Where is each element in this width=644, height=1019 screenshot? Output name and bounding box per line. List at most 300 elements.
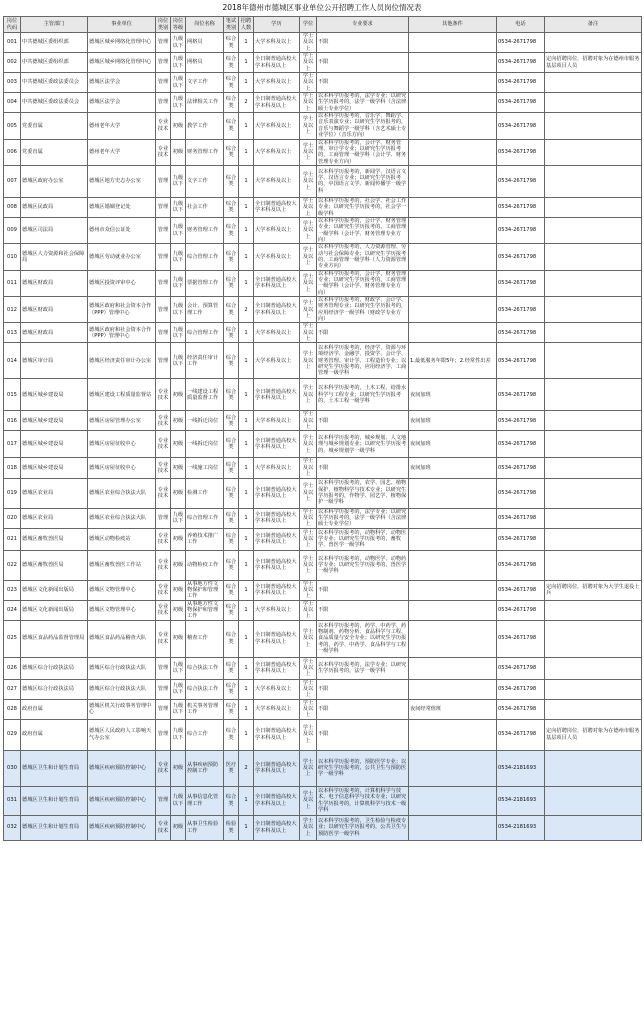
cell-phone: 0534-2181693 xyxy=(497,815,545,840)
cell-supervisor: 德城区农业局 xyxy=(21,508,88,528)
cell-hire-count: 1 xyxy=(239,699,254,719)
cell-degree: 学士及以上 xyxy=(300,620,317,657)
cell-hire-count: 2 xyxy=(239,750,254,786)
cell-post-level: 九级以下 xyxy=(171,323,186,343)
cell-post-category: 管理 xyxy=(156,297,171,323)
cell-post-name: 从事疾病预防控制工作 xyxy=(186,750,224,786)
cell-post-name: 文字工作 xyxy=(186,73,224,93)
cell-exam-category: 综合类 xyxy=(224,528,239,550)
cell-institution: 德州老年大学 xyxy=(88,113,156,139)
column-header-remarks: 备注 xyxy=(545,17,642,33)
table-row xyxy=(4,297,642,323)
table-row xyxy=(4,600,642,620)
cell-post-name: 财务管理工作 xyxy=(186,139,224,165)
cell-institution: 德城区疾病预防控制中心 xyxy=(88,786,156,815)
cell-supervisor: 德城区畜牧兽医局 xyxy=(21,528,88,550)
cell-post-code: 014 xyxy=(4,343,21,379)
cell-degree: 学士及以上 xyxy=(300,270,317,296)
cell-post-name: 网格员 xyxy=(186,53,224,73)
cell-post-level: 初级 xyxy=(171,815,186,840)
cell-exam-category: 综合类 xyxy=(224,93,239,113)
table-row xyxy=(4,478,642,508)
cell-exam-category: 综合类 xyxy=(224,73,239,93)
cell-hire-count: 1 xyxy=(239,379,254,411)
cell-degree: 学士及以上 xyxy=(300,73,317,93)
cell-post-level: 初级 xyxy=(171,620,186,657)
cell-major-requirement: 不限 xyxy=(317,33,409,53)
column-header-other-conditions: 其他条件 xyxy=(409,17,497,33)
table-row xyxy=(4,719,642,750)
cell-post-code: 013 xyxy=(4,323,21,343)
cell-post-category: 专业技术 xyxy=(156,620,171,657)
cell-remarks xyxy=(545,139,642,165)
cell-post-category: 专业技术 xyxy=(156,550,171,580)
cell-other-conditions xyxy=(409,113,497,139)
cell-remarks xyxy=(545,786,642,815)
cell-degree: 学士及以上 xyxy=(300,431,317,458)
cell-exam-category: 综合类 xyxy=(224,679,239,699)
cell-exam-category: 检验类 xyxy=(224,815,239,840)
cell-institution: 德城区农业综合执法大队 xyxy=(88,508,156,528)
cell-other-conditions: 夜间经常值班 xyxy=(409,699,497,719)
column-header-institution: 事业单位 xyxy=(88,17,156,33)
cell-major-requirement: 以本科学历报考的，会计学、财务管理专业；以研究生学历报考的，工商管理一级学科（会计学、财务管理专业方向） xyxy=(317,217,409,243)
cell-post-name: 稽查工作 xyxy=(186,620,224,657)
cell-major-requirement: 以本科学历报考的，法学专业；以研究生学历报考的，法学一级学科（含法律硕士专业学位） xyxy=(317,93,409,113)
cell-other-conditions xyxy=(409,478,497,508)
cell-post-category: 专业技术 xyxy=(156,379,171,411)
cell-remarks xyxy=(545,550,642,580)
cell-supervisor: 中共德城区委组织部 xyxy=(21,53,88,73)
cell-institution: 德城区城乡网络化管理中心 xyxy=(88,53,156,73)
cell-post-name: 一线拆迁岗位 xyxy=(186,431,224,458)
cell-education: 全日制普通高校大学本科及以上 xyxy=(254,550,300,580)
cell-exam-category: 综合类 xyxy=(224,508,239,528)
cell-supervisor: 德城区文化新闻出版局 xyxy=(21,600,88,620)
cell-institution: 德城区政府和社会资本合作（PPP）管理中心 xyxy=(88,323,156,343)
cell-post-name: 机关事务管理工作 xyxy=(186,699,224,719)
column-header-phone: 电话 xyxy=(497,17,545,33)
cell-education: 全日制普通高校大学本科及以上 xyxy=(254,270,300,296)
positions-table xyxy=(3,16,642,841)
cell-post-level: 初级 xyxy=(171,478,186,508)
cell-degree: 学士及以上 xyxy=(300,197,317,217)
cell-phone: 0534-2671798 xyxy=(497,657,545,679)
cell-phone: 0534-2671798 xyxy=(497,217,545,243)
cell-hire-count: 1 xyxy=(239,620,254,657)
cell-major-requirement: 以本科学历报考的，社会学、社会工作专业；以研究生学历报考的，社会学一级学科 xyxy=(317,197,409,217)
cell-other-conditions xyxy=(409,508,497,528)
cell-degree: 学士及以上 xyxy=(300,139,317,165)
cell-post-name: 经济责任审计工作 xyxy=(186,343,224,379)
cell-degree: 学士及以上 xyxy=(300,297,317,323)
cell-post-category: 管理 xyxy=(156,343,171,379)
cell-institution: 德城区文物管理中心 xyxy=(88,580,156,600)
cell-institution: 德城区文物管理中心 xyxy=(88,600,156,620)
cell-post-code: 005 xyxy=(4,113,21,139)
cell-degree: 学士及以上 xyxy=(300,815,317,840)
cell-phone: 0534-2181693 xyxy=(497,750,545,786)
cell-hire-count: 1 xyxy=(239,343,254,379)
cell-supervisor: 德城区财政局 xyxy=(21,323,88,343)
cell-post-code: 012 xyxy=(4,297,21,323)
cell-major-requirement: 以本科学历报考的，农学、园艺、植物保护、植物科学与技术专业；以研究生学历报考的，作物学、园艺学、植物保护一级学科 xyxy=(317,478,409,508)
cell-exam-category: 综合类 xyxy=(224,297,239,323)
cell-education: 大学本科及以上 xyxy=(254,244,300,270)
cell-post-level: 九级以下 xyxy=(171,217,186,243)
cell-post-level: 九级以下 xyxy=(171,679,186,699)
cell-education: 全日制普通高校大学本科及以上 xyxy=(254,750,300,786)
table-row xyxy=(4,139,642,165)
cell-phone: 0534-2671798 xyxy=(497,244,545,270)
cell-post-code: 024 xyxy=(4,600,21,620)
cell-post-name: 一线建设工程质量监督工作 xyxy=(186,379,224,411)
cell-hire-count: 1 xyxy=(239,679,254,699)
cell-post-level: 九级以下 xyxy=(171,53,186,73)
cell-exam-category: 综合类 xyxy=(224,458,239,478)
cell-education: 大学本科及以上 xyxy=(254,323,300,343)
cell-institution: 德城区房屋管理办公室 xyxy=(88,411,156,431)
cell-institution: 德城区城乡网络化管理中心 xyxy=(88,33,156,53)
table-row xyxy=(4,431,642,458)
cell-education: 全日制普通高校大学本科及以上 xyxy=(254,197,300,217)
cell-degree: 学士及以上 xyxy=(300,528,317,550)
cell-remarks xyxy=(545,699,642,719)
cell-phone: 0534-2671798 xyxy=(497,508,545,528)
cell-supervisor: 德城区综合行政执法局 xyxy=(21,657,88,679)
table-row xyxy=(4,699,642,719)
cell-hire-count: 1 xyxy=(239,270,254,296)
cell-post-category: 专业技术 xyxy=(156,750,171,786)
cell-phone: 0534-2671798 xyxy=(497,33,545,53)
cell-post-level: 九级以下 xyxy=(171,73,186,93)
cell-exam-category: 综合类 xyxy=(224,343,239,379)
cell-education: 全日制普通高校大学本科及以上 xyxy=(254,719,300,750)
cell-education: 全日制普通高校大学本科及以上 xyxy=(254,657,300,679)
cell-hire-count: 1 xyxy=(239,73,254,93)
table-row xyxy=(4,93,642,113)
cell-phone: 0534-2671798 xyxy=(497,165,545,197)
cell-post-category: 管理 xyxy=(156,93,171,113)
cell-education: 大学本科及以上 xyxy=(254,699,300,719)
cell-post-level: 初级 xyxy=(171,528,186,550)
cell-exam-category: 医疗类 xyxy=(224,750,239,786)
table-row xyxy=(4,657,642,679)
cell-major-requirement: 不限 xyxy=(317,580,409,600)
cell-phone: 0534-2671798 xyxy=(497,679,545,699)
cell-institution: 德城区畜牧兽医工作站 xyxy=(88,550,156,580)
cell-remarks xyxy=(545,113,642,139)
cell-post-name: 养殖技术推广工作 xyxy=(186,528,224,550)
cell-remarks xyxy=(545,165,642,197)
cell-hire-count: 1 xyxy=(239,244,254,270)
cell-post-name: 综合管理工作 xyxy=(186,244,224,270)
cell-post-code: 026 xyxy=(4,657,21,679)
cell-post-category: 专业技术 xyxy=(156,815,171,840)
cell-post-category: 管理 xyxy=(156,33,171,53)
cell-phone: 0534-2671798 xyxy=(497,620,545,657)
cell-hire-count: 1 xyxy=(239,217,254,243)
cell-major-requirement: 不限 xyxy=(317,679,409,699)
column-header-post-name: 岗位名称 xyxy=(186,17,224,33)
cell-supervisor: 德城区农业局 xyxy=(21,478,88,508)
cell-hire-count: 1 xyxy=(239,165,254,197)
cell-post-category: 专业技术 xyxy=(156,411,171,431)
cell-supervisor: 德城区财政局 xyxy=(21,297,88,323)
cell-post-name: 从事信息化管理工作 xyxy=(186,786,224,815)
cell-major-requirement: 以本科学历报考的，城乡规划、人文地理与城乡规划专业；以研究生学历报考的，城乡规划学一级学科 xyxy=(317,431,409,458)
cell-post-code: 020 xyxy=(4,508,21,528)
cell-post-code: 022 xyxy=(4,550,21,580)
cell-education: 全日制普通高校大学本科及以上 xyxy=(254,297,300,323)
cell-degree: 学士及以上 xyxy=(300,379,317,411)
cell-post-level: 初级 xyxy=(171,113,186,139)
cell-exam-category: 综合类 xyxy=(224,657,239,679)
cell-major-requirement: 以本科学历报考的，新闻学、汉语言文学、汉语言专业；以研究生学历报考的，中国语言文学、新闻传播学一级学科 xyxy=(317,165,409,197)
cell-post-level: 九级以下 xyxy=(171,270,186,296)
cell-exam-category: 综合类 xyxy=(224,478,239,508)
cell-remarks xyxy=(545,217,642,243)
cell-institution: 德城区疾病预防控制中心 xyxy=(88,750,156,786)
cell-hire-count: 1 xyxy=(239,550,254,580)
cell-major-requirement: 不限 xyxy=(317,699,409,719)
cell-hire-count: 1 xyxy=(239,528,254,550)
cell-hire-count: 2 xyxy=(239,297,254,323)
cell-post-level: 九级以下 xyxy=(171,343,186,379)
cell-supervisor: 德城区食品药品监督管理局 xyxy=(21,620,88,657)
cell-remarks xyxy=(545,379,642,411)
cell-exam-category: 综合类 xyxy=(224,270,239,296)
cell-major-requirement: 以本科学历报考的，经济学、资源与环境经济学、金融学、投资学、会计学、财务管理、审计学、工程造价专业；以研究生学历报考的，应用经济学、工商管理一级学科 xyxy=(317,343,409,379)
cell-phone: 0534-2671798 xyxy=(497,270,545,296)
cell-major-requirement: 不限 xyxy=(317,719,409,750)
cell-post-category: 专业技术 xyxy=(156,139,171,165)
cell-degree: 学士及以上 xyxy=(300,411,317,431)
table-row xyxy=(4,411,642,431)
cell-remarks xyxy=(545,297,642,323)
table-row xyxy=(4,270,642,296)
cell-exam-category: 综合类 xyxy=(224,33,239,53)
cell-institution: 德城区食品药品稽查大队 xyxy=(88,620,156,657)
cell-institution: 德城区法学会 xyxy=(88,73,156,93)
cell-post-level: 初级 xyxy=(171,458,186,478)
cell-education: 大学本科及以上 xyxy=(254,411,300,431)
cell-major-requirement: 不限 xyxy=(317,411,409,431)
cell-remarks xyxy=(545,93,642,113)
cell-education: 大学本科及以上 xyxy=(254,33,300,53)
table-row xyxy=(4,815,642,840)
cell-post-name: 社会工作 xyxy=(186,197,224,217)
cell-degree: 学士及以上 xyxy=(300,580,317,600)
cell-other-conditions xyxy=(409,550,497,580)
cell-phone: 0534-2671798 xyxy=(497,411,545,431)
table-row xyxy=(4,33,642,53)
cell-hire-count: 1 xyxy=(239,786,254,815)
cell-post-category: 管理 xyxy=(156,217,171,243)
cell-phone: 0534-2671798 xyxy=(497,297,545,323)
cell-remarks xyxy=(545,73,642,93)
cell-degree: 学士及以上 xyxy=(300,600,317,620)
cell-post-level: 初级 xyxy=(171,431,186,458)
cell-exam-category: 综合类 xyxy=(224,323,239,343)
cell-post-name: 综合工作 xyxy=(186,719,224,750)
cell-post-level: 初级 xyxy=(171,411,186,431)
cell-exam-category: 综合类 xyxy=(224,217,239,243)
cell-phone: 0534-2671798 xyxy=(497,113,545,139)
cell-post-name: 网格员 xyxy=(186,33,224,53)
cell-remarks xyxy=(545,815,642,840)
cell-post-code: 003 xyxy=(4,73,21,93)
cell-post-category: 专业技术 xyxy=(156,528,171,550)
cell-education: 全日制普通高校大学本科及以上 xyxy=(254,620,300,657)
column-header-supervisor: 主管部门 xyxy=(21,17,88,33)
cell-other-conditions xyxy=(409,580,497,600)
cell-post-name: 从事地方性文物保护和管理工作 xyxy=(186,600,224,620)
cell-post-code: 007 xyxy=(4,165,21,197)
cell-post-code: 004 xyxy=(4,93,21,113)
cell-post-name: 一线施工岗位 xyxy=(186,458,224,478)
cell-education: 大学本科及以上 xyxy=(254,217,300,243)
cell-exam-category: 综合类 xyxy=(224,165,239,197)
cell-education: 全日制普通高校大学本科及以上 xyxy=(254,508,300,528)
cell-post-level: 九级以下 xyxy=(171,508,186,528)
cell-post-category: 管理 xyxy=(156,719,171,750)
cell-exam-category: 综合类 xyxy=(224,139,239,165)
cell-education: 大学本科及以上 xyxy=(254,113,300,139)
cell-post-level: 九级以下 xyxy=(171,719,186,750)
table-row xyxy=(4,197,642,217)
cell-supervisor: 德城区文化新闻出版局 xyxy=(21,580,88,600)
cell-degree: 学士及以上 xyxy=(300,478,317,508)
cell-post-level: 九级以下 xyxy=(171,197,186,217)
cell-exam-category: 综合类 xyxy=(224,600,239,620)
cell-education: 大学本科及以上 xyxy=(254,139,300,165)
table-row xyxy=(4,620,642,657)
cell-phone: 0534-2671798 xyxy=(497,197,545,217)
cell-supervisor: 德城区卫生和计划生育局 xyxy=(21,815,88,840)
cell-post-category: 管理 xyxy=(156,270,171,296)
cell-supervisor: 党委直属 xyxy=(21,113,88,139)
cell-degree: 学士及以上 xyxy=(300,93,317,113)
table-row xyxy=(4,113,642,139)
cell-degree: 学士及以上 xyxy=(300,679,317,699)
cell-hire-count: 1 xyxy=(239,600,254,620)
column-header-exam-category: 笔试类别 xyxy=(224,17,239,33)
column-header-post-category: 岗位类别 xyxy=(156,17,171,33)
cell-exam-category: 综合类 xyxy=(224,431,239,458)
cell-phone: 0534-2671798 xyxy=(497,139,545,165)
cell-other-conditions xyxy=(409,600,497,620)
cell-education: 大学本科及以上 xyxy=(254,165,300,197)
cell-post-category: 管理 xyxy=(156,244,171,270)
cell-major-requirement: 以本科学历报考的，音乐学、舞蹈学、音乐表演专业；以研究生学历报考的，音乐与舞蹈学一级学科（含艺术硕士专业学位）（音乐方向） xyxy=(317,113,409,139)
cell-institution: 德城区房屋征收中心 xyxy=(88,458,156,478)
cell-exam-category: 综合类 xyxy=(224,411,239,431)
cell-hire-count: 1 xyxy=(239,197,254,217)
cell-post-name: 综合执法工作 xyxy=(186,657,224,679)
cell-post-code: 006 xyxy=(4,139,21,165)
cell-other-conditions: 夜间加班 xyxy=(409,431,497,458)
cell-remarks xyxy=(545,343,642,379)
cell-post-level: 九级以下 xyxy=(171,786,186,815)
cell-other-conditions xyxy=(409,719,497,750)
cell-other-conditions xyxy=(409,750,497,786)
cell-post-code: 021 xyxy=(4,528,21,550)
cell-education: 全日制普通高校大学本科及以上 xyxy=(254,528,300,550)
cell-post-code: 019 xyxy=(4,478,21,508)
cell-institution: 德城区农业综合执法大队 xyxy=(88,478,156,508)
cell-phone: 0534-2671798 xyxy=(497,323,545,343)
cell-post-category: 专业技术 xyxy=(156,600,171,620)
cell-post-code: 015 xyxy=(4,379,21,411)
cell-post-code: 008 xyxy=(4,197,21,217)
cell-institution: 德城区房屋征收中心 xyxy=(88,431,156,458)
cell-post-category: 管理 xyxy=(156,323,171,343)
cell-post-name: 综合管理工作 xyxy=(186,323,224,343)
cell-education: 全日制普通高校大学本科及以上 xyxy=(254,93,300,113)
cell-institution: 德城区劳动就业办公室 xyxy=(88,244,156,270)
cell-degree: 学士及以上 xyxy=(300,33,317,53)
cell-other-conditions xyxy=(409,786,497,815)
cell-exam-category: 综合类 xyxy=(224,244,239,270)
cell-remarks xyxy=(545,620,642,657)
cell-supervisor: 中共德城区委政法委员会 xyxy=(21,73,88,93)
cell-supervisor: 德城区畜牧兽医局 xyxy=(21,550,88,580)
cell-post-level: 初级 xyxy=(171,750,186,786)
cell-post-code: 031 xyxy=(4,786,21,815)
table-row xyxy=(4,379,642,411)
cell-hire-count: 1 xyxy=(239,113,254,139)
cell-supervisor: 德城区卫生和计划生育局 xyxy=(21,750,88,786)
cell-remarks: 定向招聘岗位，招聘对象为在德州市服务基层项目人员 xyxy=(545,719,642,750)
table-row xyxy=(4,528,642,550)
cell-post-category: 管理 xyxy=(156,197,171,217)
cell-degree: 学士及以上 xyxy=(300,165,317,197)
cell-remarks: 定向招聘岗位，招聘对象为在德州市服务基层项目人员 xyxy=(545,53,642,73)
table-row xyxy=(4,244,642,270)
table-row xyxy=(4,508,642,528)
cell-institution: 德城区人民政府人工影响天气办公室 xyxy=(88,719,156,750)
cell-post-code: 023 xyxy=(4,580,21,600)
cell-exam-category: 综合类 xyxy=(224,550,239,580)
cell-institution: 德城区投资评审中心 xyxy=(88,270,156,296)
table-row xyxy=(4,53,642,73)
cell-degree: 学士及以上 xyxy=(300,217,317,243)
cell-institution: 德州市众信公证处 xyxy=(88,217,156,243)
cell-supervisor: 德城区司法局 xyxy=(21,217,88,243)
cell-hire-count: 1 xyxy=(239,139,254,165)
cell-post-code: 001 xyxy=(4,33,21,53)
cell-remarks xyxy=(545,323,642,343)
cell-hire-count: 2 xyxy=(239,93,254,113)
cell-supervisor: 德城区财政局 xyxy=(21,270,88,296)
column-header-hire-count: 招聘人数 xyxy=(239,17,254,33)
cell-education: 大学本科及以上 xyxy=(254,679,300,699)
cell-other-conditions: 1.最低服务年限5年；2.经常性出差 xyxy=(409,343,497,379)
cell-exam-category: 综合类 xyxy=(224,379,239,411)
cell-other-conditions xyxy=(409,657,497,679)
cell-education: 全日制普通高校大学本科及以上 xyxy=(254,478,300,508)
cell-institution: 德城区地方史志办公室 xyxy=(88,165,156,197)
cell-major-requirement: 以本科学历报考的，会计学、财务管理专业；以研究生学历报考的，工商管理一级学科（会计学、财务管理专业方向） xyxy=(317,270,409,296)
cell-remarks xyxy=(545,600,642,620)
cell-remarks xyxy=(545,528,642,550)
cell-other-conditions xyxy=(409,217,497,243)
cell-major-requirement: 以本科学历报考的，财政学、会计学、财务管理专业；以研究生学历报考的，应用经济学一级学科（财政学专业方向） xyxy=(317,297,409,323)
cell-supervisor: 党委直属 xyxy=(21,139,88,165)
column-header-major-requirement: 专业要求 xyxy=(317,17,409,33)
cell-education: 大学本科及以上 xyxy=(254,343,300,379)
